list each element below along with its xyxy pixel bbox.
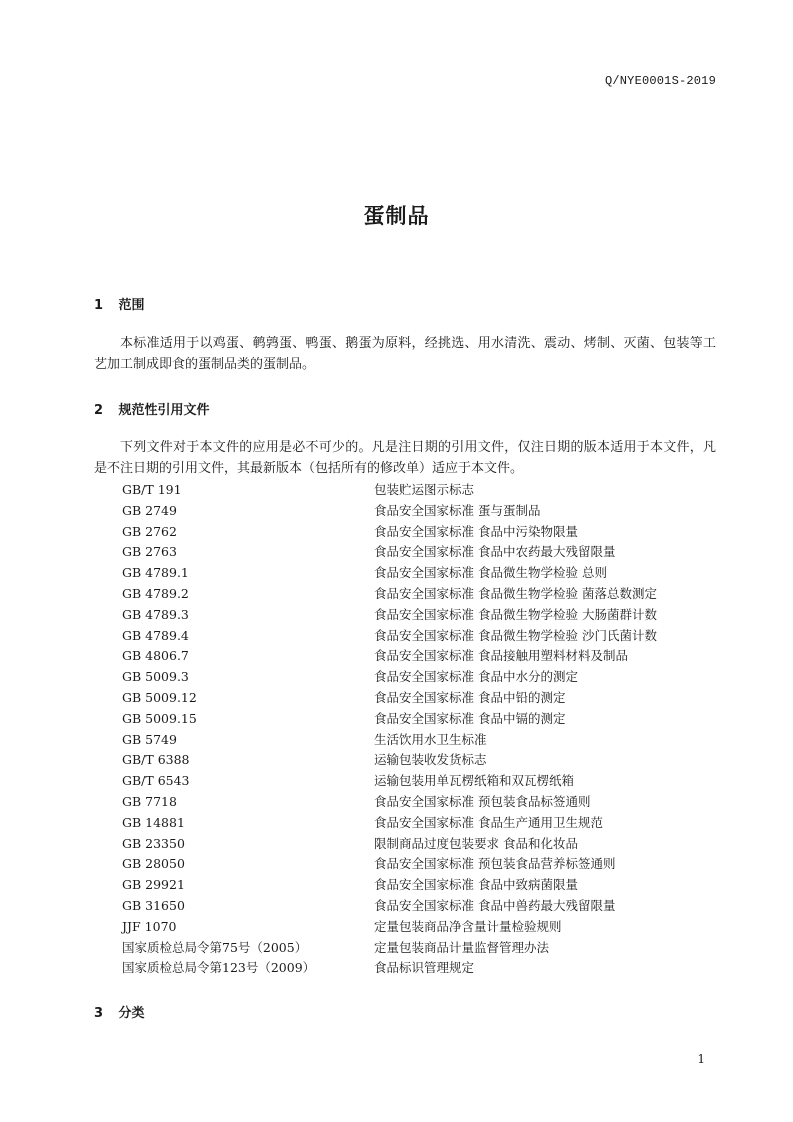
- reference-title: 食品安全国家标准 食品微生物学检验 菌落总数测定: [374, 585, 657, 601]
- reference-code: GB 23350: [122, 835, 185, 851]
- reference-item: [122, 626, 722, 647]
- reference-item: [122, 917, 722, 938]
- reference-item: [122, 750, 722, 771]
- section-2-paragraph: 下列文件对于本文件的应用是必不可少的。凡是注日期的引用文件，仅注日期的版本适用于本文件，凡是不注日期的引用文件，其最新版本（包括所有的修改单）适应于本文件。: [94, 440, 716, 476]
- reference-item: [122, 584, 722, 605]
- reference-title: 食品安全国家标准 食品生产通用卫生规范: [374, 814, 603, 830]
- reference-code: GB 31650: [122, 897, 185, 913]
- reference-title: 食品安全国家标准 蛋与蛋制品: [374, 502, 541, 518]
- reference-code: GB 2763: [122, 544, 177, 560]
- section-number: 1: [94, 298, 104, 313]
- reference-title: 运输包装收发货标志: [374, 752, 487, 768]
- reference-item: [122, 896, 722, 917]
- reference-title: 食品安全国家标准 食品中兽药最大残留限量: [374, 897, 616, 913]
- reference-title: 运输包装用单瓦楞纸箱和双瓦楞纸箱: [374, 773, 575, 789]
- reference-item: [122, 501, 722, 522]
- reference-item: [122, 730, 722, 751]
- section-title: 规范性引用文件: [118, 403, 210, 418]
- reference-code: GB 5009.15: [122, 710, 197, 726]
- section-1-heading: [94, 294, 145, 313]
- reference-title: 定量包装商品计量监督管理办法: [374, 939, 550, 955]
- reference-title: 食品安全国家标准 食品微生物学检验 总则: [374, 565, 607, 581]
- reference-code: GB 4806.7: [122, 648, 189, 664]
- reference-item: [122, 854, 722, 875]
- reference-code: GB/T 191: [122, 482, 182, 497]
- reference-list: [122, 480, 722, 979]
- reference-code: GB 4789.2: [122, 585, 189, 601]
- reference-code: 国家质检总局令第75号（2005）: [122, 939, 308, 955]
- reference-item: [122, 667, 722, 688]
- reference-code: GB 2749: [122, 502, 177, 518]
- reference-title: 食品安全国家标准 食品接触用塑料材料及制品: [374, 648, 628, 664]
- page-number: 1: [697, 1052, 705, 1066]
- reference-item: [122, 542, 722, 563]
- reference-code: GB 4789.3: [122, 606, 189, 622]
- reference-title: 食品安全国家标准 预包装食品营养标签通则: [374, 856, 616, 872]
- reference-item: [122, 813, 722, 834]
- reference-item: [122, 834, 722, 855]
- reference-item: [122, 771, 722, 792]
- reference-code: 国家质检总局令第123号（2009）: [122, 960, 316, 976]
- reference-item: [122, 605, 722, 626]
- reference-title: 食品安全国家标准 食品中致病菌限量: [374, 877, 578, 893]
- reference-title: 食品标识管理规定: [374, 960, 475, 976]
- reference-code: GB 29921: [122, 877, 185, 893]
- reference-item: [122, 522, 722, 543]
- reference-item: [122, 563, 722, 584]
- reference-item: [122, 938, 722, 959]
- reference-code: GB 28050: [122, 856, 185, 872]
- document-title: 蛋制品: [363, 204, 430, 228]
- section-1-paragraph: 本标准适用于以鸡蛋、鹌鹑蛋、鸭蛋、鹅蛋为原料，经挑选、用水清洗、震动、烤制、灭菌、包装等工艺加工制成即食的蛋制品类的蛋制品。: [94, 336, 716, 372]
- reference-item: [122, 875, 722, 896]
- reference-code: GB 14881: [122, 814, 185, 830]
- reference-code: GB 5009.12: [122, 689, 197, 705]
- reference-item: [122, 958, 722, 979]
- reference-code: GB/T 6388: [122, 752, 190, 768]
- reference-item: [122, 688, 722, 709]
- section-title: 分类: [118, 1006, 145, 1021]
- reference-code: GB 5749: [122, 731, 177, 747]
- section-2-heading: [94, 399, 210, 418]
- reference-code: GB 7718: [122, 793, 177, 809]
- reference-code: JJF 1070: [122, 918, 177, 934]
- reference-code: GB 2762: [122, 523, 177, 539]
- reference-item: [122, 646, 722, 667]
- reference-item: [122, 480, 722, 501]
- reference-title: 食品安全国家标准 食品微生物学检验 沙门氏菌计数: [374, 627, 657, 643]
- reference-code: GB 5009.3: [122, 669, 189, 685]
- reference-title: 包装贮运图示标志: [374, 482, 475, 497]
- reference-code: GB 4789.4: [122, 627, 189, 643]
- reference-title: 食品安全国家标准 食品中农药最大残留限量: [374, 544, 616, 560]
- reference-title: 食品安全国家标准 预包装食品标签通则: [374, 793, 591, 809]
- reference-title: 定量包装商品净含量计量检验规则: [374, 918, 562, 934]
- section-number: 2: [94, 403, 104, 418]
- reference-title: 食品安全国家标准 食品中镉的测定: [374, 710, 566, 726]
- reference-title: 食品安全国家标准 食品中铅的测定: [374, 689, 566, 705]
- reference-item: [122, 709, 722, 730]
- reference-title: 食品安全国家标准 食品中污染物限量: [374, 523, 578, 539]
- reference-code: GB/T 6543: [122, 773, 190, 789]
- section-3-heading: [94, 1002, 145, 1021]
- reference-item: [122, 792, 722, 813]
- reference-title: 生活饮用水卫生标准: [374, 731, 487, 747]
- section-title: 范围: [118, 298, 145, 313]
- reference-title: 限制商品过度包装要求 食品和化妆品: [374, 835, 578, 851]
- reference-code: GB 4789.1: [122, 565, 189, 581]
- reference-title: 食品安全国家标准 食品中水分的测定: [374, 669, 578, 685]
- reference-title: 食品安全国家标准 食品微生物学检验 大肠菌群计数: [374, 606, 657, 622]
- section-number: 3: [94, 1006, 104, 1021]
- standard-code: Q/NYE0001S-2019: [604, 74, 716, 88]
